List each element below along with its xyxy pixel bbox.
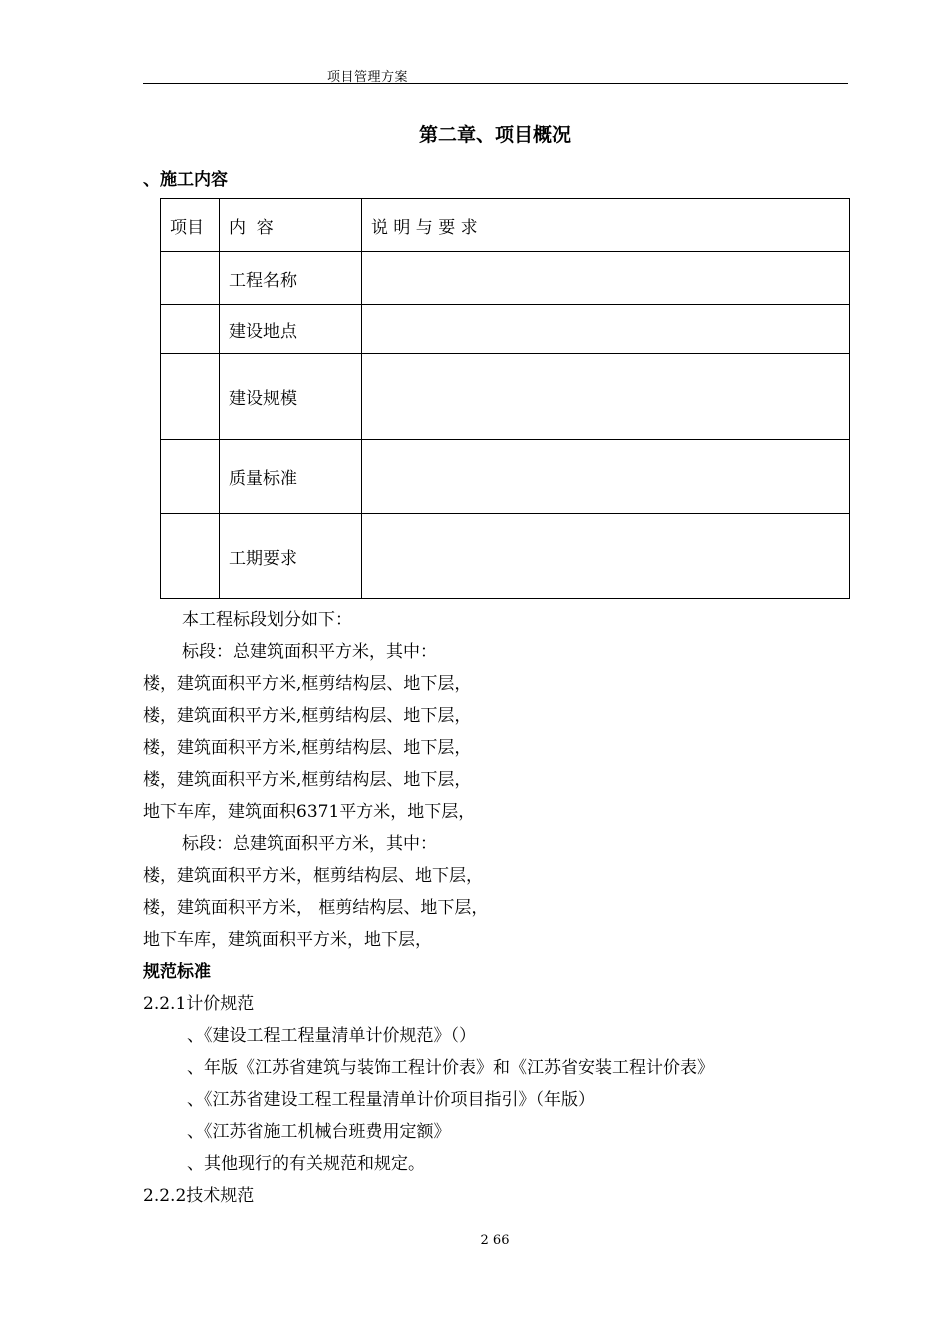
body-line-building: 楼，建筑面积平方米,框剪结构层、地下层， — [143, 674, 472, 694]
table-row — [161, 514, 850, 599]
subsection-title-technical: 2.2.2技术规范 — [143, 1186, 255, 1206]
project-overview-table — [160, 198, 850, 599]
header-divider — [143, 83, 848, 84]
table-header-content — [220, 199, 362, 252]
table-row — [161, 252, 850, 305]
table-cell-content: 质量标准 — [220, 440, 362, 514]
list-item-standard: 、其他现行的有关规范和规定。 — [187, 1154, 425, 1174]
table-header-description-text: 说 明 与 要 求 — [371, 217, 478, 238]
table-cell-content: 工程名称 — [220, 252, 362, 305]
table-cell-content: 工期要求 — [220, 514, 362, 599]
list-item-standard: 、《江苏省建设工程工程量清单计价项目指引》（年版） — [187, 1090, 595, 1110]
body-line-intro: 本工程标段划分如下： — [182, 610, 352, 630]
section-heading-standards: 规范标准 — [143, 962, 211, 982]
table-cell-description — [362, 305, 850, 354]
body-line-building: 楼，建筑面积平方米,框剪结构层、地下层， — [143, 706, 472, 726]
page-number: 2 66 — [480, 1233, 510, 1248]
body-line-section-b: 标段：总建筑面积平方米，其中： — [182, 834, 437, 854]
body-line-garage: 地下车库，建筑面积6371平方米，地下层， — [143, 802, 476, 822]
list-item-standard: 、《江苏省施工机械台班费用定额》 — [187, 1122, 451, 1142]
table-cell-content: 建设规模 — [220, 354, 362, 440]
chapter-title: 第二章、项目概况 — [418, 124, 571, 146]
table-cell-description — [362, 354, 850, 440]
body-line-building: 楼，建筑面积平方米， 框剪结构层、地下层， — [143, 898, 489, 918]
body-line-garage: 地下车库，建筑面积平方米，地下层， — [143, 930, 432, 950]
table-cell-item — [161, 305, 220, 354]
body-line-building: 楼，建筑面积平方米,框剪结构层、地下层， — [143, 738, 472, 758]
body-line-section-a: 标段：总建筑面积平方米，其中： — [182, 642, 437, 662]
table-row — [161, 354, 850, 440]
table-cell-item — [161, 440, 220, 514]
subsection-title-pricing: 2.2.1计价规范 — [143, 994, 255, 1014]
table-cell-description — [362, 440, 850, 514]
page-header-title: 项目管理方案 — [327, 70, 409, 85]
table-cell-description — [362, 514, 850, 599]
table-header-content-text: 内 容 — [229, 217, 274, 238]
table-row — [161, 440, 850, 514]
body-line-building: 楼，建筑面积平方米,框剪结构层、地下层， — [143, 770, 472, 790]
table-header-row — [161, 199, 850, 252]
list-item-standard: 、《建设工程工程量清单计价规范》（） — [187, 1026, 476, 1046]
body-line-building: 楼，建筑面积平方米，框剪结构层、地下层， — [143, 866, 483, 886]
list-item-standard: 、年版《江苏省建筑与装饰工程计价表》和《江苏省安装工程计价表》 — [187, 1058, 714, 1078]
table-header-description — [362, 199, 850, 252]
table-cell-item — [161, 354, 220, 440]
table-cell-description — [362, 252, 850, 305]
table-header-item: 项目 — [161, 199, 220, 252]
section-heading-construction: 、施工内容 — [143, 170, 228, 190]
table-row — [161, 305, 850, 354]
table-cell-item — [161, 514, 220, 599]
table-cell-item — [161, 252, 220, 305]
table-cell-content: 建设地点 — [220, 305, 362, 354]
